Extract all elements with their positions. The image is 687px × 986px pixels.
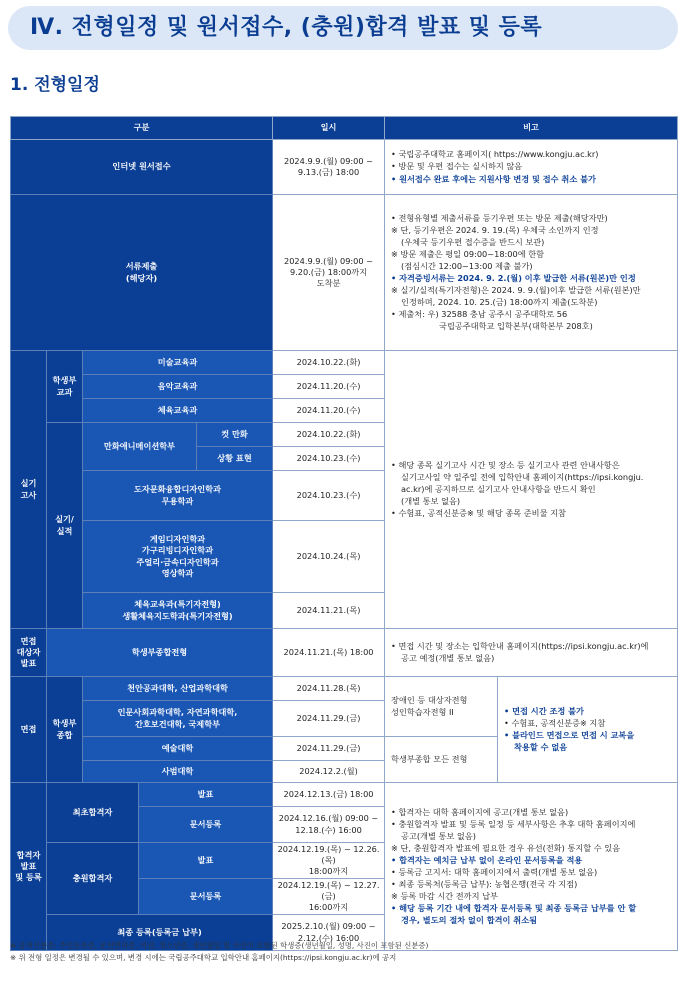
docs-label: 서류제출 (해당자): [11, 195, 273, 351]
docs-date: 2024.9.9.(월) 09:00 ~ 9.20.(금) 18:00까지 도착분: [273, 195, 385, 351]
interview-type-a: 장애인 등 대상자전형 성인학습자전형 II: [385, 677, 498, 737]
online-label: 인터넷 원서접수: [11, 140, 273, 195]
first-pass-label: 최초합격자: [47, 783, 139, 843]
practical-row-name: 음악교육과: [83, 375, 273, 399]
practical-notes: • 해당 종목 실기고사 시간 및 장소 등 실기고사 관련 안내사항은 실기고사일 약 일주일 전에 입학안내 홈페이지(https://ipsi.kongju. ac.kr)에 공지하므로 실기고사 안내사항을 반드시 확인 (개별 통보 없음) • 수험표, 공적신분증※ 및 해당 종목 준비물 지참: [385, 351, 678, 629]
practical-row-name: 체육교육과(특기자전형) 생활체육지도학과(특기자전형): [83, 593, 273, 629]
interview-row-date: 2024.11.29.(금): [273, 701, 385, 737]
practical-label: 실기 고사: [11, 351, 47, 629]
practical-sub-name: 컷 만화: [197, 423, 273, 447]
practical-row-date: 2024.10.22.(화): [273, 351, 385, 375]
practical-group-1: 학생부 교과: [47, 351, 83, 423]
practical-row-name: 도자문화융합디자인학과 무용학과: [83, 471, 273, 521]
interview-group: 학생부 종합: [47, 677, 83, 783]
practical-row-date: 2024.10.23.(수): [273, 447, 385, 471]
interview-row-name: 인문사회과학대학, 자연과학대학, 간호보건대학, 국제학부: [83, 701, 273, 737]
schedule-table: [10, 116, 678, 951]
interview-label: 면접: [11, 677, 47, 783]
practical-row-date: 2024.11.20.(수): [273, 399, 385, 423]
extra-register-date: 2024.12.19.(목) ~ 12.27.(금) 16:00까지: [273, 879, 385, 915]
interview-row-date: 2024.11.29.(금): [273, 737, 385, 761]
interview-type-b: 학생부종합 모든 전형: [385, 737, 498, 783]
interview-notice-date: 2024.11.21.(목) 18:00: [273, 629, 385, 677]
title-banner: [8, 6, 678, 50]
header-note: 비고: [385, 117, 678, 140]
practical-row-name: 체육교육과: [83, 399, 273, 423]
practical-group-2: 실기/ 실적: [47, 423, 83, 629]
practical-row-name: 만화애니메이션학부: [83, 423, 197, 471]
footnotes: [10, 940, 428, 964]
section-title: 1. 전형일정: [10, 75, 100, 95]
first-register-date: 2024.12.16.(월) 09:00 ~ 12.18.(수) 16:00: [273, 807, 385, 843]
interview-row-name: 예술대학: [83, 737, 273, 761]
online-notes: • 국립공주대학교 홈페이지( https://www.kongju.ac.kr) • 방문 및 우편 접수는 실시하지 않음 • 원서접수 완료 후에는 지원사항 변경 및 접수 취소 불가: [385, 140, 678, 195]
practical-row-name: 게임디자인학과 가구리빙디자인학과 주얼리·금속디자인학과 영상학과: [83, 521, 273, 593]
header-category: 구분: [11, 117, 273, 140]
extra-pass-label: 충원합격자: [47, 843, 139, 915]
footnote: ※ 공적신분증: 주민등록증, 운전면허증, 여권, 청소년증, 생년월일 및 사진이 포함된 학생증(생년월일, 성명, 사진이 포함된 신분증): [10, 941, 429, 950]
practical-row-date: 2024.10.22.(화): [273, 423, 385, 447]
interview-notice-name: 학생부종합전형: [47, 629, 273, 677]
practical-row-name: 미술교육과: [83, 351, 273, 375]
practical-row-date: 2024.10.23.(수): [273, 471, 385, 521]
final-register-label: 최종 등록(등록금 납부): [47, 915, 273, 951]
practical-row-date: 2024.11.20.(수): [273, 375, 385, 399]
final-register-date: 2025.2.10.(월) 09:00 ~ 2.12.(수) 16:00: [273, 915, 385, 951]
interview-notes: • 면접 시간 조정 불가 • 수험표, 공적신분증※ 지참 • 블라인드 면접으로 면접 시 교복을 착용할 수 없음: [498, 677, 678, 783]
header-date: 일시: [273, 117, 385, 140]
extra-register-label: 문서등록: [139, 879, 273, 915]
extra-announce-label: 발표: [139, 843, 273, 879]
final-label: 합격자 발표 및 등록: [11, 783, 47, 951]
practical-row-date: 2024.11.21.(목): [273, 593, 385, 629]
interview-notice-label: 면접 대상자 발표: [11, 629, 47, 677]
first-announce-date: 2024.12.13.(금) 18:00: [273, 783, 385, 807]
interview-row-date: 2024.11.28.(목): [273, 677, 385, 701]
practical-row-date: 2024.10.24.(목): [273, 521, 385, 593]
docs-notes: • 전형유형별 제출서류를 등기우편 또는 방문 제출(해당자만) ※ 단, 등기우편은 2024. 9. 19.(목) 우체국 소인까지 인정 (우체국 등기우편 접수증을 반드시 보관) ※ 방문 제출은 평일 09:00~18:00에 한함 (점심시간 12:00~13:00 제출 불가) • 자격증빙서류는 2024. 9. 2.(월) 이후 발급한 서류(원본)만 인정 ※ 실기/실적(특기자전형)은 2024. 9. 9.(월)이후 발급한 서류(원본)만 인정하며, 2024. 10. 25.(금) 18:00까지 제출(도착분) • 제출처: 우) 32588 충남 공주시 공주대학로 56 국립공주대학교 입학본부(대학본부 208호): [385, 195, 678, 351]
first-register-label: 문서등록: [139, 807, 273, 843]
interview-notice-notes: • 면접 시간 및 장소는 입학안내 홈페이지(https://ipsi.kongju.ac.kr)에 공고 예정(개별 통보 없음): [385, 629, 678, 677]
first-announce-label: 발표: [139, 783, 273, 807]
extra-announce-date: 2024.12.19.(목) ~ 12.26.(목) 18:00까지: [273, 843, 385, 879]
interview-row-name: 천안공과대학, 산업과학대학: [83, 677, 273, 701]
practical-sub-name: 상황 표현: [197, 447, 273, 471]
footnote: ※ 위 전형 일정은 변경될 수 있으며, 변경 시에는 국립공주대학교 입학안내 홈페이지(https://ipsi.kongju.ac.kr)에 공지: [10, 952, 397, 962]
online-date: 2024.9.9.(월) 09:00 ~ 9.13.(금) 18:00: [273, 140, 385, 195]
final-notes: • 합격자는 대학 홈페이지에 공고(개별 통보 없음) • 충원합격자 발표 및 등록 일정 등 세부사항은 추후 대학 홈페이지에 공고(개별 통보 없음) ※ 단, 충원합격자 발표에 필요한 경우 유선(전화) 통지할 수 있음 • 합격자는 예치금 납부 없이 온라인 문서등록을 적용 • 등록금 고지서: 대학 홈페이지에서 출력(개별 통보 없음) • 최종 등록처(등록금 납부): 농협은행(전국 각 지점) ※ 등록 마감 시간 전까지 납부 • 해당 등록 기간 내에 합격자 문서등록 및 최종 등록금 납부를 안 할 경우, 별도의 절차 없이 합격이 취소됨: [385, 783, 678, 951]
interview-row-date: 2024.12.2.(월): [273, 761, 385, 783]
interview-row-name: 사범대학: [83, 761, 273, 783]
page-title: Ⅳ. 전형일정 및 원서접수, (충원)합격 발표 및 등록: [30, 15, 543, 40]
